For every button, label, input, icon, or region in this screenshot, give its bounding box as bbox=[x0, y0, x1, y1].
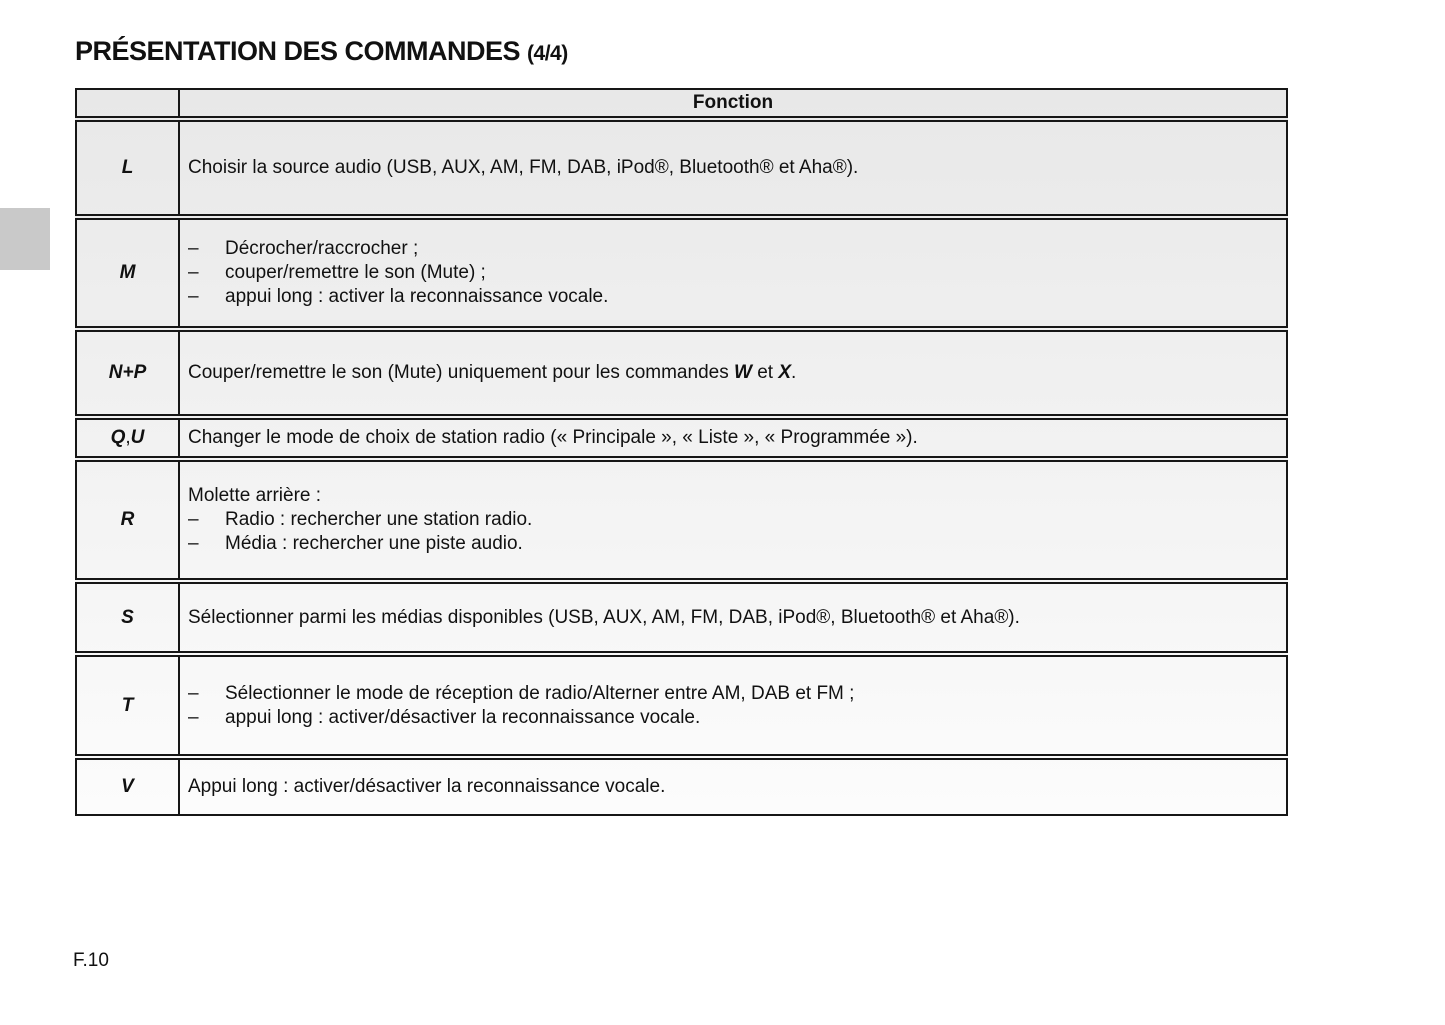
emphasized-text: V bbox=[121, 776, 134, 797]
emphasized-text: W bbox=[733, 362, 752, 383]
description-line bbox=[188, 285, 1276, 309]
command-key-cell bbox=[77, 220, 180, 326]
page-number: F.10 bbox=[73, 950, 109, 971]
emphasized-text: Q bbox=[110, 427, 126, 448]
list-dash: – bbox=[188, 509, 199, 530]
description-line bbox=[188, 426, 1276, 450]
header-function-cell bbox=[180, 90, 1286, 116]
table-row-M bbox=[75, 218, 1288, 328]
table-row-L bbox=[75, 120, 1288, 216]
text-segment: appui long : activer la reconnaissance vocale. bbox=[225, 286, 609, 307]
description-line bbox=[188, 237, 1276, 261]
text-segment: Changer le mode de choix de station radio (« Principale », « Liste », « Programmée »). bbox=[188, 427, 918, 448]
list-dash: – bbox=[188, 238, 199, 259]
description-line bbox=[188, 706, 1276, 730]
command-key-cell bbox=[77, 584, 180, 651]
page-title bbox=[75, 36, 568, 67]
text-segment: Radio : rechercher une station radio. bbox=[225, 509, 533, 530]
emphasized-text: M bbox=[119, 262, 136, 283]
header-key-cell bbox=[77, 90, 180, 116]
table-row-T bbox=[75, 655, 1288, 756]
description-line bbox=[188, 261, 1276, 285]
function-description-cell bbox=[180, 332, 1286, 414]
text-segment: couper/remettre le son (Mute) ; bbox=[225, 262, 486, 283]
table-header-row bbox=[75, 88, 1288, 118]
command-key-cell bbox=[77, 657, 180, 754]
section-bookmark-tab bbox=[0, 208, 50, 270]
emphasized-text: T bbox=[121, 694, 134, 716]
function-description-cell bbox=[180, 584, 1286, 651]
emphasized-text: S bbox=[121, 606, 134, 628]
function-description-cell bbox=[180, 420, 1286, 456]
text-segment: et bbox=[751, 362, 779, 383]
emphasized-text: U bbox=[130, 427, 145, 448]
description-line bbox=[188, 508, 1276, 532]
text-segment: Molette arrière : bbox=[188, 485, 322, 506]
emphasized-text: R bbox=[120, 509, 135, 530]
function-column-header: Fonction bbox=[692, 92, 774, 113]
table-row-N+P bbox=[75, 330, 1288, 416]
text-segment: Choisir la source audio (USB, AUX, AM, FM, DAB, iPod®, Bluetooth® et Aha®). bbox=[188, 157, 859, 178]
function-description-cell bbox=[180, 760, 1286, 814]
command-key-cell bbox=[77, 420, 180, 456]
list-dash: – bbox=[188, 533, 199, 554]
text-segment: Décrocher/raccrocher ; bbox=[225, 238, 419, 259]
description-line bbox=[188, 775, 1276, 799]
description-line bbox=[188, 484, 1276, 508]
list-dash: – bbox=[188, 286, 199, 307]
function-description-cell bbox=[180, 220, 1286, 326]
table-row-Q-U bbox=[75, 418, 1288, 458]
emphasized-text: N+P bbox=[108, 362, 147, 383]
function-description-cell bbox=[180, 462, 1286, 578]
text-segment: . bbox=[791, 362, 797, 383]
description-line bbox=[188, 361, 1276, 385]
page-title-suffix: (4/4) bbox=[527, 42, 568, 65]
text-segment: Couper/remettre le son (Mute) uniquement pour les commandes bbox=[188, 362, 734, 383]
text-segment: Média : rechercher une piste audio. bbox=[225, 533, 523, 554]
command-key-cell bbox=[77, 462, 180, 578]
table-row-R bbox=[75, 460, 1288, 580]
list-dash: – bbox=[188, 262, 199, 283]
text-segment: Sélectionner le mode de réception de radio/Alterner entre AM, DAB et FM ; bbox=[225, 682, 855, 704]
page-title-text: PRÉSENTATION DES COMMANDES bbox=[75, 36, 521, 66]
text-segment: appui long : activer/désactiver la reconnaissance vocale. bbox=[225, 706, 701, 728]
table-row-V bbox=[75, 758, 1288, 816]
table-row-S bbox=[75, 582, 1288, 653]
description-line bbox=[188, 682, 1276, 706]
text-segment: Sélectionner parmi les médias disponibles (USB, AUX, AM, FM, DAB, iPod®, Bluetooth® et Aha®). bbox=[188, 606, 1020, 628]
command-key-cell bbox=[77, 760, 180, 814]
description-line bbox=[188, 156, 1276, 180]
list-dash: – bbox=[188, 682, 199, 704]
list-dash: – bbox=[188, 706, 199, 728]
description-line bbox=[188, 606, 1276, 630]
emphasized-text: L bbox=[121, 157, 134, 178]
emphasized-text: X bbox=[778, 362, 792, 383]
function-description-cell bbox=[180, 122, 1286, 214]
commands-function-table bbox=[75, 88, 1288, 816]
command-key-cell bbox=[77, 332, 180, 414]
description-line bbox=[188, 532, 1276, 556]
function-description-cell bbox=[180, 657, 1286, 754]
text-segment: Appui long : activer/désactiver la reconnaissance vocale. bbox=[188, 776, 666, 797]
command-key-cell bbox=[77, 122, 180, 214]
text-segment: , bbox=[125, 427, 131, 448]
